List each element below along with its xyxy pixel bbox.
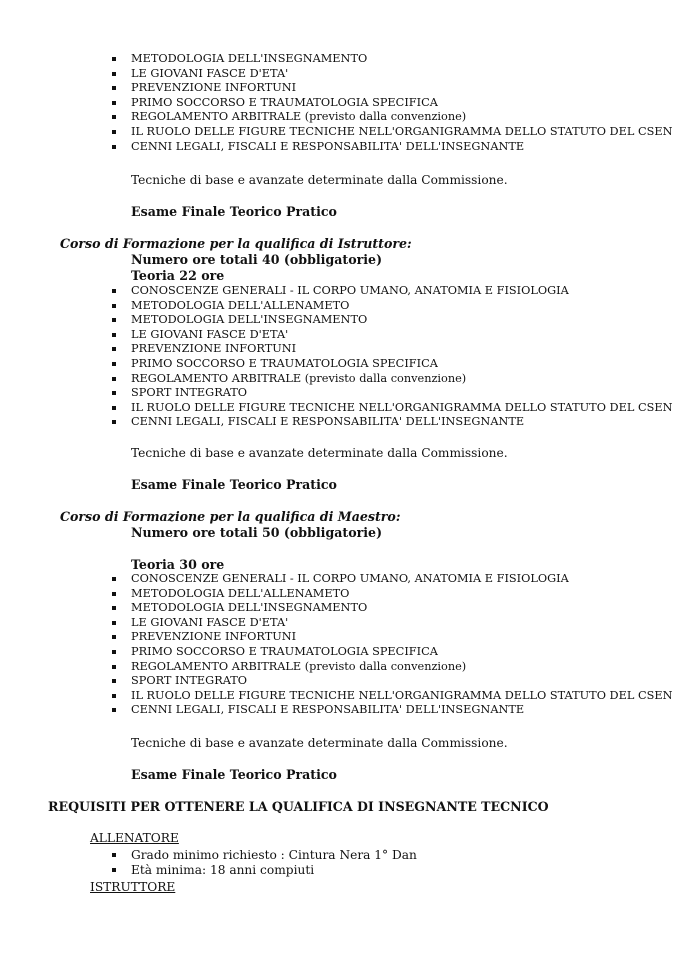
list-item: REGOLAMENTO ARBITRALE (previsto dalla convenzione) xyxy=(112,372,672,387)
list-item: LE GIOVANI FASCE D'ETA' xyxy=(112,616,672,631)
bullet-icon xyxy=(112,694,116,698)
bullet-icon xyxy=(112,86,116,90)
bullet-icon xyxy=(112,72,116,76)
bullet-icon xyxy=(112,853,116,857)
bullet-icon xyxy=(112,289,116,293)
list-item: IL RUOLO DELLE FIGURE TECNICHE NELL'ORGANIGRAMMA DELLO STATUTO DEL CSEN xyxy=(112,125,672,140)
requisiti-heading: REQUISITI PER OTTENERE LA QUALIFICA DI INSEGNANTE TECNICO xyxy=(48,799,549,814)
list-item: CONOSCENZE GENERALI - IL CORPO UMANO, ANATOMIA E FISIOLOGIA xyxy=(112,572,672,587)
maestro-tecniche: Tecniche di base e avanzate determinate dalla Commissione. xyxy=(131,736,508,750)
list-item: PREVENZIONE INFORTUNI xyxy=(112,81,672,96)
bullet-icon xyxy=(112,592,116,596)
list-item: CENNI LEGALI, FISCALI E RESPONSABILITA' DELL'INSEGNANTE xyxy=(112,415,672,430)
bullet-icon xyxy=(112,679,116,683)
list-item: PREVENZIONE INFORTUNI xyxy=(112,630,672,645)
bullet-icon xyxy=(112,406,116,410)
list-item: REGOLAMENTO ARBITRALE (previsto dalla convenzione) xyxy=(112,110,672,125)
istruttore-heading: Corso di Formazione per la qualifica di Istruttore: xyxy=(60,236,412,251)
istruttore-esame: Esame Finale Teorico Pratico xyxy=(131,477,337,492)
list-item: Grado minimo richiesto : Cintura Nera 1° Dan xyxy=(112,848,417,863)
bullet-icon xyxy=(112,333,116,337)
bullet-icon xyxy=(112,650,116,654)
list-item: Età minima: 18 anni compiuti xyxy=(112,863,417,878)
section1-tecniche: Tecniche di base e avanzate determinate dalla Commissione. xyxy=(131,173,508,187)
istruttore-hours: Numero ore totali 40 (obbligatorie) xyxy=(131,252,383,267)
list-item: PRIMO SOCCORSO E TRAUMATOLOGIA SPECIFICA xyxy=(112,645,672,660)
list-item: SPORT INTEGRATO xyxy=(112,386,672,401)
maestro-hours: Numero ore totali 50 (obbligatorie) xyxy=(131,525,383,540)
section1-list xyxy=(112,52,672,154)
istruttore-tecniche: Tecniche di base e avanzate determinate dalla Commissione. xyxy=(131,446,508,460)
allenatore-label: ALLENATORE xyxy=(90,831,179,845)
bullet-icon xyxy=(112,130,116,134)
list-item: PREVENZIONE INFORTUNI xyxy=(112,342,672,357)
allenatore-list xyxy=(112,848,417,877)
maestro-esame: Esame Finale Teorico Pratico xyxy=(131,767,337,782)
bullet-icon xyxy=(112,347,116,351)
list-item: REGOLAMENTO ARBITRALE (previsto dalla convenzione) xyxy=(112,660,672,675)
list-item: METODOLOGIA DELL'INSEGNAMENTO xyxy=(112,601,672,616)
bullet-icon xyxy=(112,377,116,381)
list-item: PRIMO SOCCORSO E TRAUMATOLOGIA SPECIFICA xyxy=(112,96,672,111)
maestro-heading: Corso di Formazione per la qualifica di Maestro: xyxy=(60,509,401,524)
bullet-icon xyxy=(112,391,116,395)
bullet-icon xyxy=(112,708,116,712)
list-item: METODOLOGIA DELL'ALLENAMETO xyxy=(112,299,672,314)
bullet-icon xyxy=(112,145,116,149)
list-item: SPORT INTEGRATO xyxy=(112,674,672,689)
istruttore-teoria: Teoria 22 ore xyxy=(131,268,225,283)
list-item: METODOLOGIA DELL'INSEGNAMENTO xyxy=(112,52,672,67)
list-item: CONOSCENZE GENERALI - IL CORPO UMANO, ANATOMIA E FISIOLOGIA xyxy=(112,284,672,299)
bullet-icon xyxy=(112,318,116,322)
istruttore-label: ISTRUTTORE xyxy=(90,880,176,894)
section1-esame: Esame Finale Teorico Pratico xyxy=(131,204,337,219)
list-item: PRIMO SOCCORSO E TRAUMATOLOGIA SPECIFICA xyxy=(112,357,672,372)
bullet-icon xyxy=(112,57,116,61)
list-item: CENNI LEGALI, FISCALI E RESPONSABILITA' DELL'INSEGNANTE xyxy=(112,703,672,718)
list-item: IL RUOLO DELLE FIGURE TECNICHE NELL'ORGANIGRAMMA DELLO STATUTO DEL CSEN xyxy=(112,401,672,416)
bullet-icon xyxy=(112,115,116,119)
bullet-icon xyxy=(112,635,116,639)
bullet-icon xyxy=(112,420,116,424)
list-item: LE GIOVANI FASCE D'ETA' xyxy=(112,67,672,82)
maestro-list xyxy=(112,572,672,718)
list-item: IL RUOLO DELLE FIGURE TECNICHE NELL'ORGANIGRAMMA DELLO STATUTO DEL CSEN xyxy=(112,689,672,704)
bullet-icon xyxy=(112,665,116,669)
list-item: LE GIOVANI FASCE D'ETA' xyxy=(112,328,672,343)
istruttore-list xyxy=(112,284,672,430)
bullet-icon xyxy=(112,868,116,872)
bullet-icon xyxy=(112,362,116,366)
bullet-icon xyxy=(112,101,116,105)
bullet-icon xyxy=(112,621,116,625)
bullet-icon xyxy=(112,577,116,581)
bullet-icon xyxy=(112,304,116,308)
maestro-teoria: Teoria 30 ore xyxy=(131,557,225,572)
list-item: METODOLOGIA DELL'ALLENAMETO xyxy=(112,587,672,602)
list-item: CENNI LEGALI, FISCALI E RESPONSABILITA' DELL'INSEGNANTE xyxy=(112,140,672,155)
bullet-icon xyxy=(112,606,116,610)
list-item: METODOLOGIA DELL'INSEGNAMENTO xyxy=(112,313,672,328)
